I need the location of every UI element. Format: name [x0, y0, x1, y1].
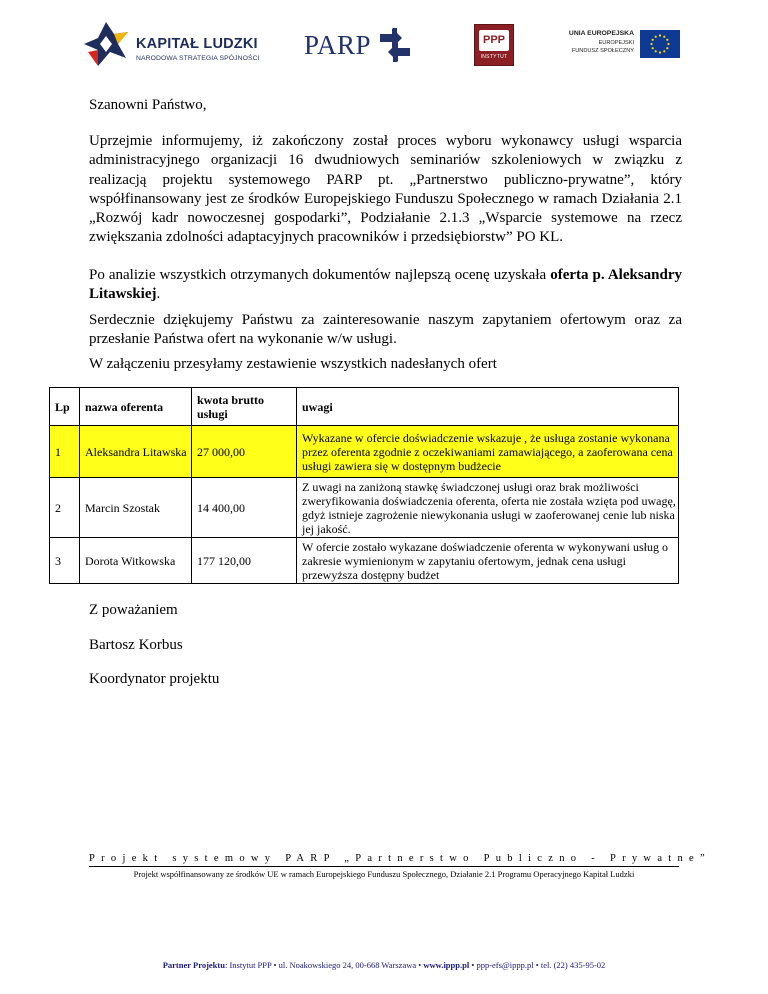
row-notes: W ofercie zostało wykazane doświadczenie oferenta w wykonywani usług o zakresie wymienionym w zapytaniu ofertowym, jednak cena usługi przewyższa dostępny budżet [297, 538, 679, 584]
table-header-row [50, 388, 679, 426]
footer-partner [40, 960, 728, 970]
kapital-ludzki-title: KAPITAŁ LUDZKI [136, 36, 258, 52]
winning-offer: oferta p. Aleksandry Litawskiej [89, 267, 682, 303]
table-row [50, 538, 679, 584]
eu-line-2: EUROPEJSKI [598, 40, 634, 46]
partner-label: Partner Projektu [162, 960, 225, 970]
eu-logo [564, 30, 680, 62]
paragraph-result [89, 266, 682, 305]
ppp-sublabel: INSTYTUT [480, 54, 508, 60]
eu-title: UNIA EUROPEJSKA [568, 30, 634, 37]
row-lp: 3 [50, 538, 80, 584]
partner-website-link[interactable]: www.ippp.pl [423, 960, 470, 970]
row-notes: Z uwagi na zaniżoną stawkę świadczonej usługi oraz brak możliwości zweryfikowania doświadczenia oferenta, oferta nie została wzięta pod uwagę, gdyż istnieje zagrożenie niewykonania usługi w zaoferowanej cenie lub niska jej jakość. [297, 478, 679, 538]
signer-name: Bartosz Korbus [89, 637, 183, 653]
footer-project-title: Projekt systemowy PARP „Partnerstwo Publiczno - Prywatne” [89, 853, 711, 864]
eu-flag-icon [640, 30, 680, 58]
kapital-ludzki-subtitle: NARODOWA STRATEGIA SPÓJNOŚCI [136, 55, 260, 62]
row-name: Marcin Szostak [80, 478, 192, 538]
header-amount: kwota brutto usługi [192, 388, 297, 426]
header-name: nazwa oferenta [80, 388, 192, 426]
offers-table [49, 387, 679, 584]
row-amount: 177 120,00 [192, 538, 297, 584]
header-notes: uwagi [297, 388, 679, 426]
row-name: Dorota Witkowska [80, 538, 192, 584]
row-amount: 27 000,00 [192, 426, 297, 478]
signer-role: Koordynator projektu [89, 671, 220, 687]
row-lp: 1 [50, 426, 80, 478]
kapital-ludzki-logo [84, 22, 264, 72]
parp-mark-icon [376, 26, 414, 64]
greeting: Szanowni Państwo, [89, 97, 207, 113]
footer-cofinance: Projekt współfinansowany ze środków UE w ramach Europejskiego Funduszu Społecznego, Działanie 2.1 Programu Operacyjnego Kapitał Ludzki [133, 869, 635, 879]
row-lp: 2 [50, 478, 80, 538]
ppp-label: PPP [479, 30, 509, 51]
row-name: Aleksandra Litawska [80, 426, 192, 478]
partner-contact: • ppp-efs@ippp.pl • tel. (22) 435-95-02 [469, 960, 606, 970]
paragraph-attachment: W załączeniu przesyłamy zestawienie wszystkich nadesłanych ofert [89, 356, 497, 372]
parp-wordmark: PARP [304, 30, 372, 60]
result-end-text: . [156, 286, 161, 303]
partner-address: : Instytut PPP • ul. Noakowskiego 24, 00-668 Warszawa • [224, 960, 424, 970]
parp-logo [304, 26, 416, 66]
header-lp: Lp [50, 388, 80, 426]
row-notes: Wykazane w ofercie doświadczenie wskazuje , że usługa zostanie wykonana przez oferenta zgodnie z oczekiwaniami zamawiającego, a zaoferowana cena usługi zawiera się w dostępnym budżecie [297, 426, 679, 478]
footer-divider [89, 866, 679, 867]
eu-line-3: FUNDUSZ SPOŁECZNY [571, 48, 634, 54]
kapital-ludzki-star-icon [84, 22, 130, 70]
paragraph-announcement: Uprzejmie informujemy, iż zakończony został proces wyboru wykonawcy usługi wsparcia administracyjnego organizacji 16 dwudniowych seminariów szkoleniowych w związku z realizacją projektu systemowego PARP pt. „Partnerstwo publiczno-prywatne”, który współfinansowany jest ze środków Europejskiego Funduszu Społecznego w ramach Działania 2.1 „Rozwój kadr nowoczesnej gospodarki”, Podziałanie 2.1.3 „Wsparcie systemowe na rzecz zwiększania zdolności adaptacyjnych pracowników i przedsiębiorstw” PO KL. [89, 133, 682, 246]
instytut-ppp-logo [474, 24, 514, 66]
regards: Z poważaniem [89, 602, 178, 618]
table-row [50, 426, 679, 478]
row-amount: 14 400,00 [192, 478, 297, 538]
result-lead-text: Po analizie wszystkich otrzymanych dokumentów najlepszą ocenę uzyskała [89, 267, 551, 283]
table-row [50, 478, 679, 538]
paragraph-thanks: Serdecznie dziękujemy Państwu za zainteresowanie naszym zapytaniem ofertowym oraz za przesłanie Państwa ofert na wykonanie w/w usługi. [89, 312, 682, 348]
